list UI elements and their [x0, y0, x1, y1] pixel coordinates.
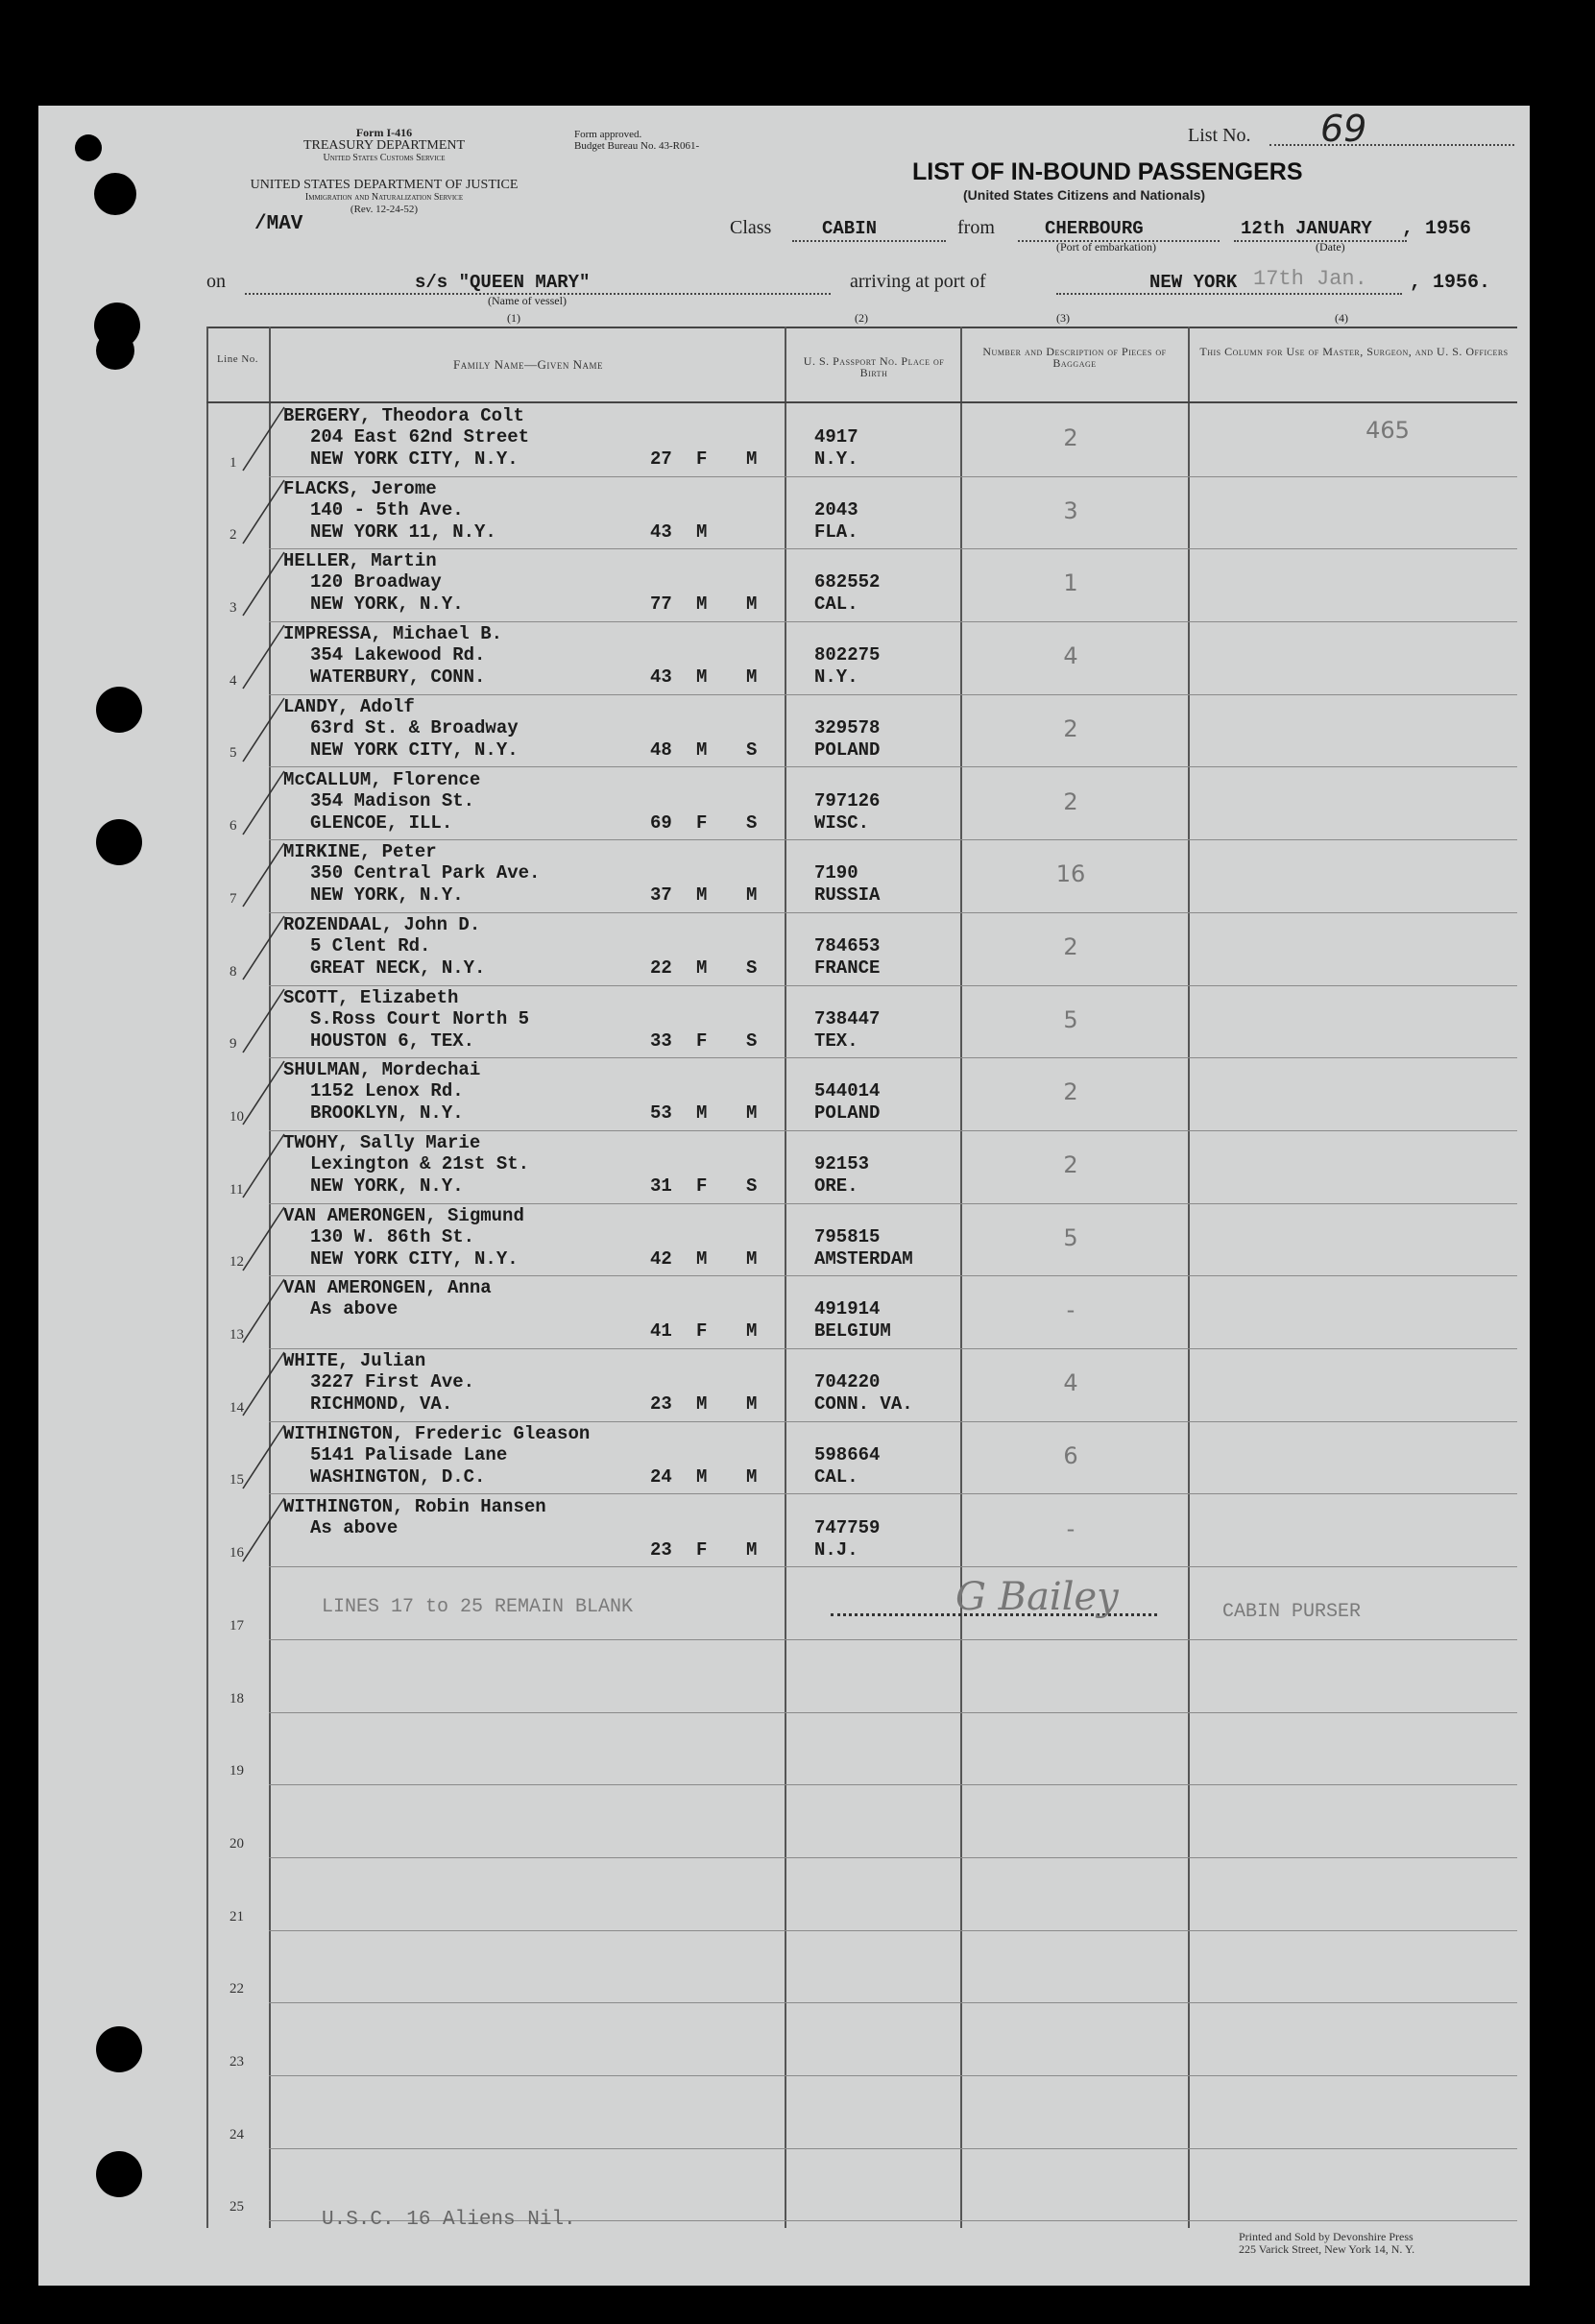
passport-number: 2043 — [814, 498, 858, 520]
line-number: 13 — [230, 1327, 244, 1344]
marital-status: M — [746, 1538, 758, 1561]
passenger-name: WITHINGTON, Robin Hansen — [283, 1495, 546, 1517]
table-row — [206, 548, 1517, 621]
passenger-name: MIRKINE, Peter — [283, 841, 437, 863]
check-mark — [241, 476, 289, 549]
marital-status: M — [746, 666, 758, 689]
punch-hole — [96, 2151, 142, 2197]
passenger-address-2: HOUSTON 6, TEX. — [310, 1029, 475, 1052]
marital-status: M — [746, 1320, 758, 1343]
table-row — [206, 1203, 1517, 1276]
blank-row — [206, 2075, 1517, 2148]
table-row — [206, 1494, 1517, 1567]
line-number: 20 — [230, 1835, 244, 1852]
table-row — [206, 767, 1517, 840]
line-number: 17 — [230, 1617, 244, 1634]
passenger-sex: M — [696, 956, 708, 979]
passport-number: 92153 — [814, 1153, 870, 1174]
baggage-count: 5 — [1063, 1223, 1078, 1251]
place-of-birth: RUSSIA — [814, 884, 881, 907]
passenger-address-1: S.Ross Court North 5 — [310, 1007, 530, 1029]
passenger-address-1: 3227 First Ave. — [310, 1371, 475, 1393]
place-of-birth: N.Y. — [814, 666, 858, 689]
baggage-count: 16 — [1055, 860, 1086, 888]
baggage-count: 6 — [1063, 1441, 1078, 1469]
class-value: CABIN — [822, 218, 878, 239]
line-number: 8 — [230, 963, 237, 980]
table-row — [206, 839, 1517, 912]
passenger-sex: F — [696, 1175, 708, 1197]
place-of-birth: TEX. — [814, 1029, 858, 1052]
line-number: 4 — [230, 672, 237, 689]
place-of-birth: FRANCE — [814, 956, 881, 979]
passenger-name: WHITE, Julian — [283, 1350, 426, 1372]
baggage-count: - — [1066, 1296, 1075, 1324]
line-number: 21 — [230, 1908, 244, 1925]
check-mark — [241, 1130, 289, 1203]
passenger-age: 53 — [650, 1102, 672, 1125]
approval-block — [574, 129, 699, 152]
table-row — [206, 1057, 1517, 1130]
check-mark — [241, 403, 289, 476]
place-of-birth: FLA. — [814, 520, 858, 543]
passport-number: 4917 — [814, 426, 858, 448]
customs-service: United States Customs Service — [323, 153, 446, 163]
marital-status: S — [746, 956, 758, 979]
check-mark — [241, 839, 289, 912]
baggage-count: 2 — [1063, 424, 1078, 451]
check-mark — [241, 1348, 289, 1421]
place-of-birth: ORE. — [814, 1175, 858, 1197]
punch-hole — [96, 2026, 142, 2072]
col-name: Family Name—Given Name — [453, 357, 603, 372]
revision: (Rev. 12-24-52) — [350, 204, 419, 215]
passenger-name: TWOHY, Sally Marie — [283, 1132, 481, 1153]
passenger-age: 31 — [650, 1175, 672, 1197]
blank-row — [206, 1639, 1517, 1712]
place-of-birth: CAL. — [814, 593, 858, 616]
punch-hole — [96, 819, 142, 865]
baggage-count: 5 — [1063, 1005, 1078, 1033]
passenger-name: FLACKS, Jerome — [283, 477, 437, 499]
punch-hole — [96, 687, 142, 733]
passenger-name: SCOTT, Elizabeth — [283, 986, 459, 1008]
passenger-address-1: 63rd St. & Broadway — [310, 716, 519, 738]
baggage-count: 4 — [1063, 1369, 1078, 1397]
passenger-sex: F — [696, 811, 708, 834]
date-caption: (Date) — [1316, 240, 1345, 254]
blank-row — [206, 2002, 1517, 2075]
place-of-birth: POLAND — [814, 738, 881, 761]
passenger-age: 22 — [650, 956, 672, 979]
col-officers: This Column for Use of Master, Surgeon, and U. S. Officers — [1199, 345, 1509, 358]
table-row — [206, 1130, 1517, 1203]
table-row — [206, 985, 1517, 1058]
from-label: from — [957, 217, 995, 238]
marital-status: M — [746, 593, 758, 616]
departure-date: 12th JANUARY — [1241, 218, 1372, 239]
budget-bureau: Budget Bureau No. 43-R061- — [574, 140, 700, 152]
check-mark — [241, 621, 289, 694]
class-line — [792, 240, 946, 242]
passenger-name: VAN AMERONGEN, Sigmund — [283, 1204, 524, 1226]
arrival-date-stamp: 17th Jan. — [1253, 267, 1367, 291]
table-row — [206, 1275, 1517, 1348]
punch-hole — [96, 331, 134, 370]
passenger-sex: M — [696, 1465, 708, 1488]
passenger-address-2: GLENCOE, ILL. — [310, 811, 453, 834]
passport-number: 738447 — [814, 1007, 881, 1029]
place-of-birth: CAL. — [814, 1465, 858, 1488]
line-number: 18 — [230, 1690, 244, 1707]
marital-status: M — [746, 448, 758, 470]
passenger-address-1: 204 East 62nd Street — [310, 426, 530, 448]
marital-status: S — [746, 738, 758, 761]
passenger-address-1: 354 Madison St. — [310, 789, 475, 811]
class-label: Class — [730, 217, 772, 238]
passenger-name: BERGERY, Theodora Colt — [283, 405, 524, 426]
passenger-age: 48 — [650, 738, 672, 761]
line-number: 16 — [230, 1545, 244, 1561]
passenger-address-2: NEW YORK CITY, N.Y. — [310, 738, 519, 761]
baggage-count: - — [1066, 1514, 1075, 1542]
line-number: 6 — [230, 818, 237, 835]
place-of-birth: WISC. — [814, 811, 870, 834]
baggage-count: 3 — [1063, 496, 1078, 524]
line-number: 19 — [230, 1763, 244, 1779]
passport-number: 784653 — [814, 934, 881, 956]
passenger-age: 43 — [650, 520, 672, 543]
punch-hole — [94, 173, 136, 215]
passenger-age: 33 — [650, 1029, 672, 1052]
line-number: 24 — [230, 2126, 244, 2142]
passport-number: 544014 — [814, 1080, 881, 1102]
passport-number: 797126 — [814, 789, 881, 811]
passenger-age: 23 — [650, 1538, 672, 1561]
table-row — [206, 1348, 1517, 1421]
check-mark — [241, 1421, 289, 1494]
remain-blank-note: LINES 17 to 25 REMAIN BLANK — [322, 1596, 634, 1618]
passenger-sex: F — [696, 448, 708, 470]
table-row — [206, 912, 1517, 985]
passenger-age: 69 — [650, 811, 672, 834]
signature: G Bailey — [955, 1575, 1119, 1619]
vessel-caption: (Name of vessel) — [488, 294, 567, 307]
passenger-age: 41 — [650, 1320, 672, 1343]
port-line — [1056, 293, 1402, 295]
place-of-birth: BELGIUM — [814, 1320, 891, 1343]
passenger-name: LANDY, Adolf — [283, 695, 415, 717]
line-number: 7 — [230, 890, 237, 907]
usc-note: U.S.C. 16 Aliens Nil. — [322, 2209, 576, 2231]
check-mark — [241, 985, 289, 1058]
marital-status: S — [746, 1029, 758, 1052]
place-of-birth: CONN. VA. — [814, 1393, 913, 1416]
passenger-address-1: 130 W. 86th St. — [310, 1225, 475, 1247]
col-line-no: Line No. — [216, 353, 259, 365]
check-mark — [241, 694, 289, 767]
list-no-line — [1269, 144, 1514, 146]
caption-3: (3) — [1056, 311, 1070, 325]
passenger-address-1: 120 Broadway — [310, 571, 442, 593]
line-number: 10 — [230, 1108, 244, 1125]
passenger-sex: M — [696, 666, 708, 689]
passenger-address-2: NEW YORK, N.Y. — [310, 593, 464, 616]
list-no-label: List No. — [1188, 125, 1251, 146]
officer-note: 465 — [1365, 417, 1410, 444]
passport-number: 747759 — [814, 1516, 881, 1538]
blank-row — [206, 1930, 1517, 2003]
baggage-count: 2 — [1063, 714, 1078, 742]
check-mark — [241, 767, 289, 840]
passenger-address-2: GREAT NECK, N.Y. — [310, 956, 486, 979]
passenger-address-1: 1152 Lenox Rd. — [310, 1080, 464, 1102]
passport-number: 491914 — [814, 1298, 881, 1320]
arriving-label: arriving at port of — [850, 271, 986, 292]
line-number: 15 — [230, 1472, 244, 1489]
from-caption: (Port of embarkation) — [1056, 240, 1156, 254]
treasury-block — [202, 127, 567, 164]
line-number: 1 — [230, 454, 237, 471]
passenger-address-1: As above — [310, 1516, 399, 1538]
caption-4: (4) — [1335, 311, 1348, 325]
passenger-address-2: NEW YORK, N.Y. — [310, 884, 464, 907]
passenger-sex: M — [696, 738, 708, 761]
blank-row — [206, 1712, 1517, 1785]
table-row — [206, 1421, 1517, 1494]
passenger-sex: M — [696, 520, 708, 543]
check-mark — [241, 548, 289, 621]
baggage-count: 2 — [1063, 932, 1078, 960]
ins-service: Immigration and Naturalization Service — [304, 192, 464, 203]
baggage-count: 4 — [1063, 642, 1078, 670]
passenger-name: WITHINGTON, Frederic Gleason — [283, 1422, 591, 1444]
marital-status: M — [746, 1247, 758, 1270]
line-number: 2 — [230, 527, 237, 544]
passenger-name: McCALLUM, Florence — [283, 768, 481, 790]
passenger-address-2: WASHINGTON, D.C. — [310, 1465, 486, 1488]
marital-status: S — [746, 811, 758, 834]
passenger-address-1: 354 Lakewood Rd. — [310, 644, 486, 666]
on-label: on — [206, 271, 226, 292]
arrival-year: , 1956. — [1410, 272, 1491, 294]
passenger-age: 37 — [650, 884, 672, 907]
check-mark — [241, 912, 289, 985]
place-of-birth: N.Y. — [814, 448, 858, 470]
passenger-age: 43 — [650, 666, 672, 689]
treasury-dept: TREASURY DEPARTMENT — [302, 138, 466, 153]
passenger-address-1: 140 - 5th Ave. — [310, 498, 464, 520]
passport-number: 329578 — [814, 716, 881, 738]
caption-1: (1) — [507, 311, 520, 325]
marital-status: M — [746, 1465, 758, 1488]
passport-number: 802275 — [814, 644, 881, 666]
passenger-address-1: 5141 Palisade Lane — [310, 1443, 508, 1465]
place-of-birth: AMSTERDAM — [814, 1247, 913, 1270]
line-number: 23 — [230, 2054, 244, 2070]
passenger-address-1: As above — [310, 1298, 399, 1320]
baggage-count: 2 — [1063, 1078, 1078, 1106]
passenger-name: ROZENDAAL, John D. — [283, 913, 481, 935]
line-number: 25 — [230, 2199, 244, 2215]
line-number: 14 — [230, 1399, 244, 1416]
passenger-address-2: NEW YORK CITY, N.Y. — [310, 1247, 519, 1270]
passenger-name: IMPRESSA, Michael B. — [283, 623, 503, 645]
passenger-sex: F — [696, 1538, 708, 1561]
passenger-address-2: BROOKLYN, N.Y. — [310, 1102, 464, 1125]
marital-status: S — [746, 1175, 758, 1197]
list-no-value: 69 — [1320, 108, 1367, 150]
mav-code: /MAV — [254, 213, 303, 235]
passenger-sex: F — [696, 1320, 708, 1343]
passport-number: 598664 — [814, 1443, 881, 1465]
passenger-sex: M — [696, 593, 708, 616]
passenger-address-2: RICHMOND, VA. — [310, 1393, 453, 1416]
justice-dept: UNITED STATES DEPARTMENT OF JUSTICE — [250, 178, 519, 192]
table-row — [206, 403, 1517, 476]
caption-2: (2) — [855, 311, 868, 325]
form-approved: Form approved. — [574, 129, 642, 140]
passenger-sex: F — [696, 1029, 708, 1052]
passenger-age: 77 — [650, 593, 672, 616]
departure-year: , 1956 — [1402, 218, 1472, 240]
passenger-address-2: WATERBURY, CONN. — [310, 666, 486, 689]
baggage-count: 2 — [1063, 787, 1078, 815]
passenger-sex: M — [696, 1247, 708, 1270]
check-mark — [241, 1275, 289, 1348]
passport-number: 682552 — [814, 571, 881, 593]
justice-block — [202, 178, 567, 215]
blank-row — [206, 1857, 1517, 1930]
from-value: CHERBOURG — [1045, 218, 1144, 239]
col-baggage: Number and Description of Pieces of Baggage — [982, 345, 1167, 370]
passenger-name: SHULMAN, Mordechai — [283, 1059, 481, 1081]
page-title: LIST OF IN-BOUND PASSENGERS — [912, 158, 1303, 185]
marital-status: M — [746, 1393, 758, 1416]
page-subtitle: (United States Citizens and Nationals) — [963, 187, 1206, 203]
table-row — [206, 621, 1517, 694]
place-of-birth: N.J. — [814, 1538, 858, 1561]
table-row — [206, 694, 1517, 767]
passport-number: 795815 — [814, 1225, 881, 1247]
line-number: 9 — [230, 1036, 237, 1053]
line-number: 12 — [230, 1254, 244, 1271]
baggage-count: 1 — [1063, 569, 1078, 597]
blank-row — [206, 1784, 1517, 1857]
line-number: 3 — [230, 600, 237, 617]
passenger-name: HELLER, Martin — [283, 550, 437, 572]
passport-number: 7190 — [814, 862, 858, 884]
check-mark — [241, 1057, 289, 1130]
passenger-table — [206, 327, 1517, 2231]
arrival-port: NEW YORK — [1149, 272, 1238, 293]
printer-note — [1239, 2231, 1414, 2256]
form-number: Form I-416 — [355, 126, 413, 139]
passenger-address-2: NEW YORK, N.Y. — [310, 1175, 464, 1197]
passenger-address-1: Lexington & 21st St. — [310, 1153, 530, 1174]
line-number: 22 — [230, 1981, 244, 1997]
printer-line-1: Printed and Sold by Devonshire Press — [1239, 2230, 1414, 2243]
col-passport: U. S. Passport No. Place of Birth — [803, 354, 945, 379]
passenger-age: 42 — [650, 1247, 672, 1270]
marital-status: M — [746, 1102, 758, 1125]
cabin-purser: CABIN PURSER — [1222, 1601, 1362, 1623]
baggage-count: 2 — [1063, 1151, 1078, 1178]
passenger-address-2: NEW YORK 11, N.Y. — [310, 520, 496, 543]
passenger-age: 24 — [650, 1465, 672, 1488]
line-number: 5 — [230, 745, 237, 762]
marital-status: M — [746, 884, 758, 907]
passenger-sex: M — [696, 884, 708, 907]
printer-line-2: 225 Varick Street, New York 14, N. Y. — [1239, 2242, 1415, 2256]
check-mark — [241, 1203, 289, 1276]
passenger-address-1: 5 Clent Rd. — [310, 934, 431, 956]
passenger-age: 27 — [650, 448, 672, 470]
passport-number: 704220 — [814, 1371, 881, 1393]
punch-hole — [75, 134, 102, 161]
vessel-name: s/s "QUEEN MARY" — [415, 272, 591, 293]
line-number: 11 — [230, 1181, 244, 1198]
passenger-address-1: 350 Central Park Ave. — [310, 862, 541, 884]
place-of-birth: POLAND — [814, 1102, 881, 1125]
check-mark — [241, 1494, 289, 1567]
passenger-age: 23 — [650, 1393, 672, 1416]
passenger-sex: M — [696, 1393, 708, 1416]
table-row — [206, 476, 1517, 549]
passenger-name: VAN AMERONGEN, Anna — [283, 1277, 492, 1299]
passenger-sex: M — [696, 1102, 708, 1125]
passenger-address-2: NEW YORK CITY, N.Y. — [310, 448, 519, 470]
